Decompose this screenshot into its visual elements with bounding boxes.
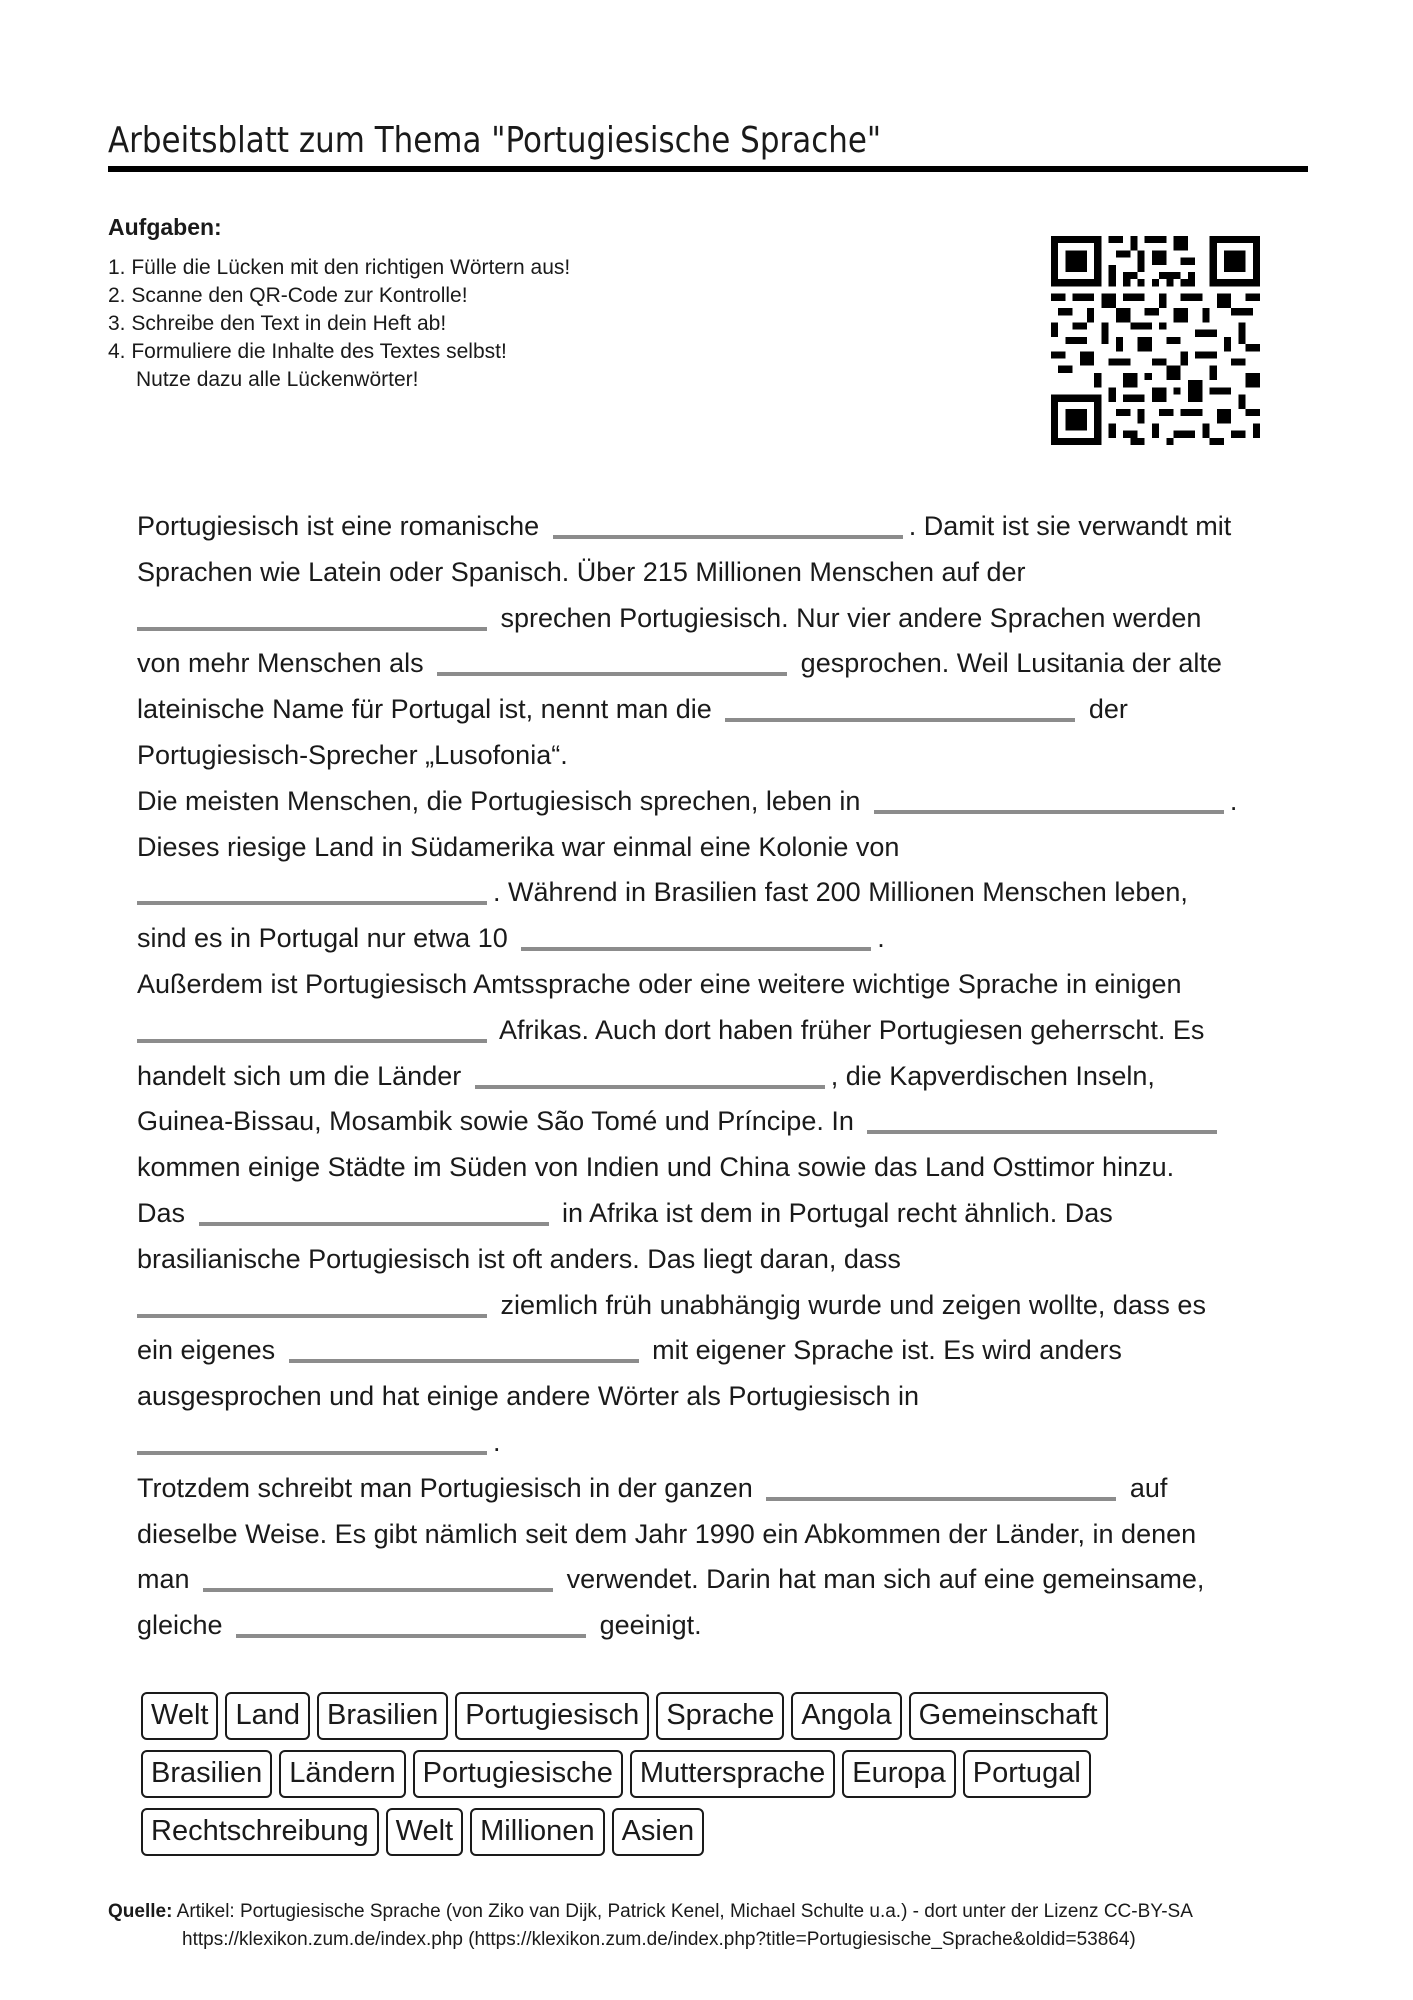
word-chip[interactable]: Angola: [791, 1692, 901, 1740]
title-underline: [108, 166, 1308, 172]
text-segment: Portugiesisch ist eine romanische: [137, 511, 540, 541]
word-bank-row: [141, 1750, 1241, 1808]
text-segment: gleiche: [137, 1610, 223, 1641]
text-segment: Die meisten Menschen, die Portugiesisch sprechen, leben in: [137, 785, 861, 816]
task-item: [108, 338, 570, 394]
text-line: Portugiesisch-Sprecher „Lusofonia“.: [137, 739, 568, 770]
word-chip[interactable]: Europa: [842, 1750, 956, 1798]
source-link[interactable]: https://klexikon.zum.de/index.php (https://klexikon.zum.de/index.php?title=Portugiesische_Sprache&oldid=53864): [182, 1929, 1136, 1950]
text-line: [137, 1603, 1287, 1649]
text-line: Dieses riesige Land in Südamerika war einmal eine Kolonie von: [137, 831, 900, 862]
word-chip[interactable]: Millionen: [470, 1808, 604, 1856]
text-segment: Trotzdem schreibt man Portugiesisch in der ganzen: [137, 1472, 753, 1503]
text-line: [137, 504, 1287, 550]
word-chip[interactable]: Muttersprache: [630, 1750, 835, 1798]
text-line: Sprachen wie Latein oder Spanisch. Über 215 Millionen Menschen auf der: [137, 556, 1026, 587]
text-line: [137, 1328, 1287, 1374]
word-chip[interactable]: Land: [225, 1692, 310, 1740]
word-bank-row: [141, 1692, 1241, 1750]
task-item: 3. Schreibe den Text in dein Heft ab!: [108, 312, 447, 335]
blank-gap[interactable]: [137, 1015, 487, 1043]
blank-gap[interactable]: [725, 694, 1075, 722]
word-chip[interactable]: Ländern: [279, 1750, 405, 1798]
word-chip[interactable]: Gemeinschaft: [909, 1692, 1108, 1740]
text-line: [137, 1466, 1287, 1512]
word-chip[interactable]: Portugiesisch: [455, 1692, 649, 1740]
word-chip[interactable]: Sprache: [656, 1692, 784, 1740]
blank-gap[interactable]: [475, 1061, 825, 1089]
text-line: [137, 916, 1287, 962]
text-segment: handelt sich um die Länder: [137, 1060, 462, 1091]
text-segment: auf: [1129, 1472, 1168, 1503]
tasks-list: [108, 254, 570, 394]
text-segment: .: [877, 923, 885, 954]
text-segment: lateinische Name für Portugal ist, nennt man die: [137, 694, 712, 725]
blank-gap[interactable]: [199, 1198, 549, 1226]
text-segment: von mehr Menschen als: [137, 648, 424, 679]
text-segment: .: [1229, 785, 1238, 816]
blank-gap[interactable]: [289, 1335, 639, 1363]
blank-gap[interactable]: [137, 1290, 487, 1318]
blank-gap[interactable]: [766, 1473, 1116, 1501]
text-segment: gesprochen. Weil Lusitania der alte: [800, 648, 1222, 679]
text-segment: man: [137, 1564, 190, 1595]
text-line: [137, 1191, 1287, 1237]
text-segment: ein eigenes: [137, 1335, 276, 1366]
text-line: [137, 1283, 1287, 1329]
text-segment: ziemlich früh unabhängig wurde und zeigen wollte, dass es: [500, 1289, 1206, 1320]
blank-gap[interactable]: [521, 923, 871, 951]
source-text: Artikel: Portugiesische Sprache (von Ziko van Dijk, Patrick Kenel, Michael Schulte u.a.) - dort unter der Lizenz CC-BY-SA: [176, 1901, 1193, 1922]
text-segment: mit eigener Sprache ist. Es wird anders: [652, 1335, 1122, 1366]
text-segment: in Afrika ist dem in Portugal recht ähnlich. Das: [562, 1197, 1113, 1228]
blank-gap[interactable]: [874, 786, 1224, 814]
word-chip[interactable]: Asien: [612, 1808, 705, 1856]
text-line: [137, 1099, 1287, 1145]
text-line: ausgesprochen und hat einige andere Wörter als Portugiesisch in: [137, 1381, 919, 1412]
text-line: [137, 1008, 1287, 1054]
text-segment: der: [1088, 694, 1128, 725]
text-line: kommen einige Städte im Süden von Indien und China sowie das Land Osttimor hinzu.: [137, 1152, 1175, 1183]
text-line: [137, 779, 1287, 825]
text-segment: . Während in Brasilien fast 200 Millionen Menschen leben,: [493, 877, 1188, 908]
task-item-text: 4. Formuliere die Inhalte des Textes selbst!: [108, 340, 507, 363]
text-segment: Guinea-Bissau, Mosambik sowie São Tomé und Príncipe. In: [137, 1106, 854, 1137]
blank-gap[interactable]: [437, 648, 787, 676]
text-line: Außerdem ist Portugiesisch Amtssprache oder eine weitere wichtige Sprache in einigen: [137, 968, 1182, 999]
task-item: 1. Fülle die Lücken mit den richtigen Wörtern aus!: [108, 256, 571, 279]
blank-gap[interactable]: [203, 1564, 553, 1592]
blank-gap[interactable]: [137, 877, 487, 905]
qr-code-icon: [1051, 236, 1260, 445]
text-segment: sprechen Portugiesisch. Nur vier andere Sprachen werden: [500, 602, 1202, 633]
text-segment: . Damit ist sie verwandt mit: [908, 511, 1232, 541]
text-line: [137, 1054, 1287, 1100]
cloze-text: [137, 504, 1287, 1649]
source-label: Quelle:: [108, 1901, 173, 1922]
text-line: [137, 870, 1287, 916]
word-bank: [141, 1692, 1241, 1866]
blank-gap[interactable]: [236, 1610, 586, 1638]
blank-gap[interactable]: [867, 1106, 1217, 1134]
blank-gap[interactable]: [137, 603, 487, 631]
source-citation: [108, 1898, 1193, 1954]
text-segment: verwendet. Darin hat man sich auf eine gemeinsame,: [566, 1564, 1205, 1595]
word-chip[interactable]: Portugiesische: [413, 1750, 623, 1798]
text-line: [137, 1420, 1287, 1466]
page-title: Arbeitsblatt zum Thema "Portugiesische Sprache": [108, 120, 882, 161]
word-bank-row: [141, 1808, 1241, 1866]
blank-gap[interactable]: [137, 1427, 487, 1455]
word-chip[interactable]: Welt: [141, 1692, 218, 1740]
text-line: [137, 1557, 1287, 1603]
word-chip[interactable]: Brasilien: [317, 1692, 448, 1740]
text-line: [137, 687, 1287, 733]
word-chip[interactable]: Portugal: [963, 1750, 1091, 1798]
text-segment: geeinigt.: [599, 1610, 702, 1641]
text-segment: Afrikas. Auch dort haben früher Portugiesen geherrscht. Es: [499, 1014, 1205, 1045]
text-line: dieselbe Weise. Es gibt nämlich seit dem Jahr 1990 ein Abkommen der Länder, in denen: [137, 1518, 1197, 1549]
word-chip[interactable]: Welt: [386, 1808, 463, 1856]
text-line: brasilianische Portugiesisch ist oft anders. Das liegt daran, dass: [137, 1243, 901, 1274]
task-item-subtext: Nutze dazu alle Lückenwörter!: [136, 368, 419, 391]
text-line: [137, 641, 1287, 687]
blank-gap[interactable]: [553, 511, 903, 539]
word-chip[interactable]: Rechtschreibung: [141, 1808, 379, 1856]
text-segment: .: [493, 1426, 501, 1457]
text-segment: , die Kapverdischen Inseln,: [830, 1060, 1155, 1091]
task-item: 2. Scanne den QR-Code zur Kontrolle!: [108, 284, 468, 307]
text-segment: sind es in Portugal nur etwa 10: [137, 923, 508, 954]
text-segment: Das: [137, 1197, 186, 1228]
word-chip[interactable]: Brasilien: [141, 1750, 272, 1798]
tasks-heading: Aufgaben:: [108, 214, 222, 240]
text-line: [137, 596, 1287, 642]
